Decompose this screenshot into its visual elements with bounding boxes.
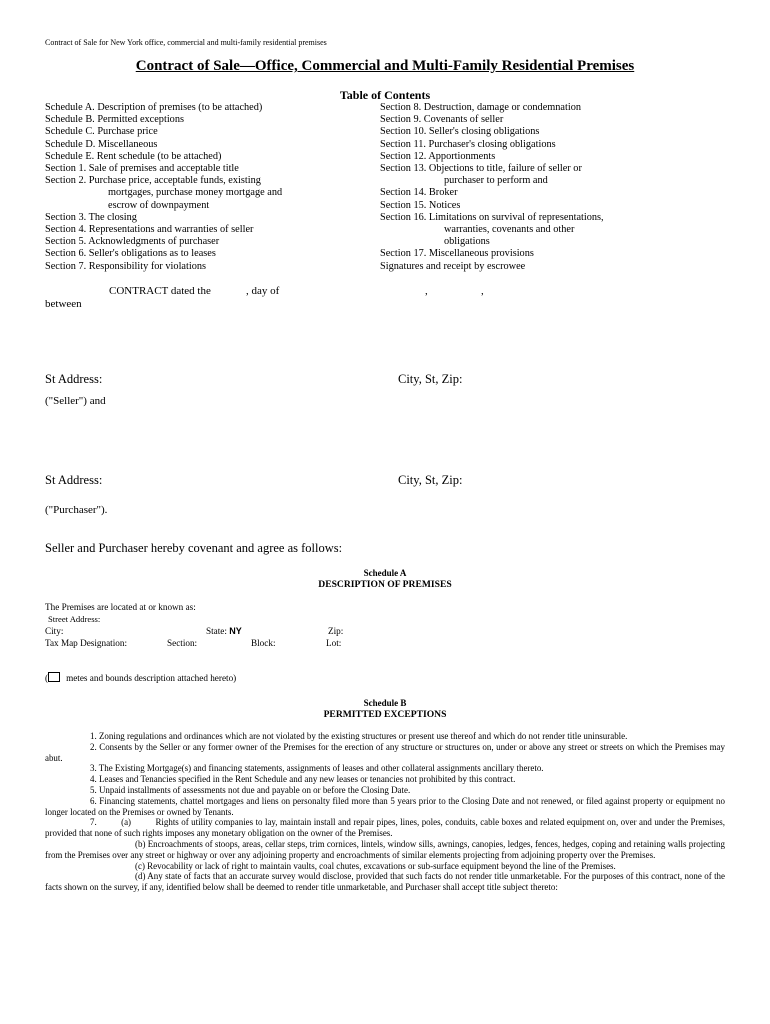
toc-entry: Schedule C. Purchase price: [45, 126, 158, 138]
street-address-label: Street Address:: [48, 614, 101, 624]
exception-paragraph: 4. Leases and Tenancies specified in the Rent Schedule and any new leases or tenancies not prohibited by this contract.: [90, 774, 516, 785]
lot-label: Lot:: [326, 638, 342, 648]
schedule-a-label: Schedule A: [363, 568, 407, 578]
tax-map-label: Tax Map Designation:: [45, 638, 128, 648]
exception-paragraph: 1. Zoning regulations and ordinances which are not violated by the existing structures or present use thereof and which do not render title uninsurable.: [90, 731, 628, 741]
exception-paragraph: 3. The Existing Mortgage(s) and financing statements, assignments of leases and other collateral assignments ancillary thereto.: [90, 763, 544, 774]
toc-entry: Section 15. Notices: [380, 199, 461, 211]
toc-entry: Schedule E. Rent schedule (to be attached): [45, 150, 222, 162]
state-value: NY: [229, 626, 242, 636]
purchaser-address-label: St Address:: [45, 473, 103, 487]
document-title: Contract of Sale—Office, Commercial and Multi-Family Residential Premises: [135, 58, 635, 74]
schedule-b-heading: [0, 697, 770, 721]
toc-entry: Signatures and receipt by escrowee: [380, 260, 526, 272]
exception-paragraph: 6. Financing statements, chattel mortgages and liens on personalty filed more than 5 years prior to the Closing Date and not renewed, or filed against property or equipment no longer located on the Premises or owned by Tenants.: [45, 795, 725, 817]
toc-entry: Section 12. Apportionments: [380, 150, 496, 162]
toc-entry: Section 5. Acknowledgments of purchaser: [45, 236, 220, 248]
date-comma: ,: [481, 285, 484, 297]
toc-entry: Section 10. Seller's closing obligations: [380, 126, 540, 138]
city-label: City:: [45, 626, 64, 636]
schedule-a-heading: [0, 567, 770, 591]
purchaser-role-label: ("Purchaser").: [45, 504, 108, 516]
between-label: between: [45, 298, 82, 310]
toc-entry: Section 1. Sale of premises and acceptable title: [45, 163, 239, 175]
exception-paragraph: (b) Encroachments of stoops, areas, cellar steps, trim cornices, lintels, window sills, awnings, canopies, ledges, fences, hedges, coping and retaining walls projecting from the Premises over any street or highway or over any adjoining property and encroachments of similar elements projecting from adjoining property over the Premises.: [45, 838, 725, 860]
day-of-label: , day of: [246, 285, 280, 297]
seller-address-label: St Address:: [45, 372, 103, 386]
seller-city-label: City, St, Zip:: [398, 372, 463, 386]
exception-paragraph: 5. Unpaid installments of assessments not due and payable on or before the Closing Date.: [90, 784, 411, 795]
toc-entry-continued: purchaser to perform and: [444, 175, 548, 187]
date-comma: ,: [425, 285, 428, 297]
toc-entry: Section 4. Representations and warranties of seller: [45, 224, 254, 236]
toc-entry: Section 2. Purchase price, acceptable funds, existing: [45, 175, 261, 187]
seller-role-label: ("Seller") and: [45, 395, 106, 407]
metes-open-paren: (: [45, 673, 49, 683]
state-field: [206, 626, 242, 636]
toc-entry-continued: obligations: [444, 236, 490, 248]
exception-paragraph: 2. Consents by the Seller or any former owner of the Premises for the erection of any structure or structures on, under or above any street or streets on which the Premises may abut.: [45, 741, 725, 763]
toc-entry: Section 9. Covenants of seller: [380, 114, 504, 126]
toc-entry: Section 8. Destruction, damage or condemnation: [380, 102, 582, 113]
contract-dated-label: CONTRACT dated the: [109, 285, 211, 297]
premises-located-label: The Premises are located at or known as:: [45, 602, 196, 612]
block-label: Block:: [251, 638, 276, 648]
toc-entry: Schedule B. Permitted exceptions: [45, 114, 184, 126]
metes-bounds-label: metes and bounds description attached hereto): [66, 673, 237, 683]
purchaser-city-label: City, St, Zip:: [398, 473, 463, 487]
toc-entry-continued: mortgages, purchase money mortgage and: [108, 187, 283, 199]
running-header: Contract of Sale for New York office, commercial and multi-family residential premises: [45, 38, 327, 47]
state-label: State:: [206, 626, 227, 636]
toc-entry: Schedule A. Description of premises (to be attached): [45, 102, 263, 113]
schedule-a-title: DESCRIPTION OF PREMISES: [318, 579, 452, 590]
metes-bounds-option: [45, 672, 236, 683]
section-label: Section:: [167, 638, 198, 648]
schedule-b-label: Schedule B: [363, 698, 407, 708]
toc-entry: Section 14. Broker: [380, 187, 458, 199]
schedule-b-title: PERMITTED EXCEPTIONS: [323, 709, 447, 720]
toc-left-column: [45, 102, 282, 273]
zip-label: Zip:: [328, 626, 344, 636]
toc-entry-continued: escrow of downpayment: [108, 199, 210, 211]
toc-entry: Section 16. Limitations on survival of representations,: [380, 211, 604, 223]
exception-paragraph: (c) Revocability or lack of right to maintain vaults, coal chutes, excavations or sub-surface equipment beyond the line of the Premises.: [135, 860, 616, 871]
covenant-statement: Seller and Purchaser hereby covenant and agree as follows:: [45, 541, 343, 555]
toc-entry-continued: warranties, covenants and other: [444, 224, 575, 236]
toc-entry: Section 11. Purchaser's closing obligations: [380, 138, 556, 150]
toc-entry: Section 3. The closing: [45, 211, 137, 223]
toc-entry: Section 13. Objections to title, failure of seller or: [380, 163, 582, 175]
toc-right-column: [380, 102, 604, 273]
toc-entry: Section 6. Seller's obligations as to leases: [45, 248, 216, 260]
toc-entry: Section 17. Miscellaneous provisions: [380, 248, 534, 260]
toc-entry: Section 7. Responsibility for violations: [45, 260, 207, 272]
toc-entry: Schedule D. Miscellaneous: [45, 138, 158, 150]
exception-paragraph: (d) Any state of facts that an accurate survey would disclose, provided that such facts do not render title unmarketable. For the purposes of this contract, none of the facts shown on the survey, if any, identified below shall be deemed to render title unmarketable, and Purchaser shall accept title subject thereto:: [45, 871, 725, 893]
exception-paragraph: 7. (a) Rights of utility companies to lay, maintain install and repair pipes, lines, poles, conduits, cable boxes and related equipment on, over and under the Premises, provided that none of such rights imposes any monetary obligation on the owner of the Premises.: [45, 817, 728, 839]
metes-bounds-checkbox[interactable]: [48, 672, 60, 682]
toc-heading: Table of Contents: [339, 88, 431, 102]
permitted-exceptions-text: [45, 731, 728, 893]
